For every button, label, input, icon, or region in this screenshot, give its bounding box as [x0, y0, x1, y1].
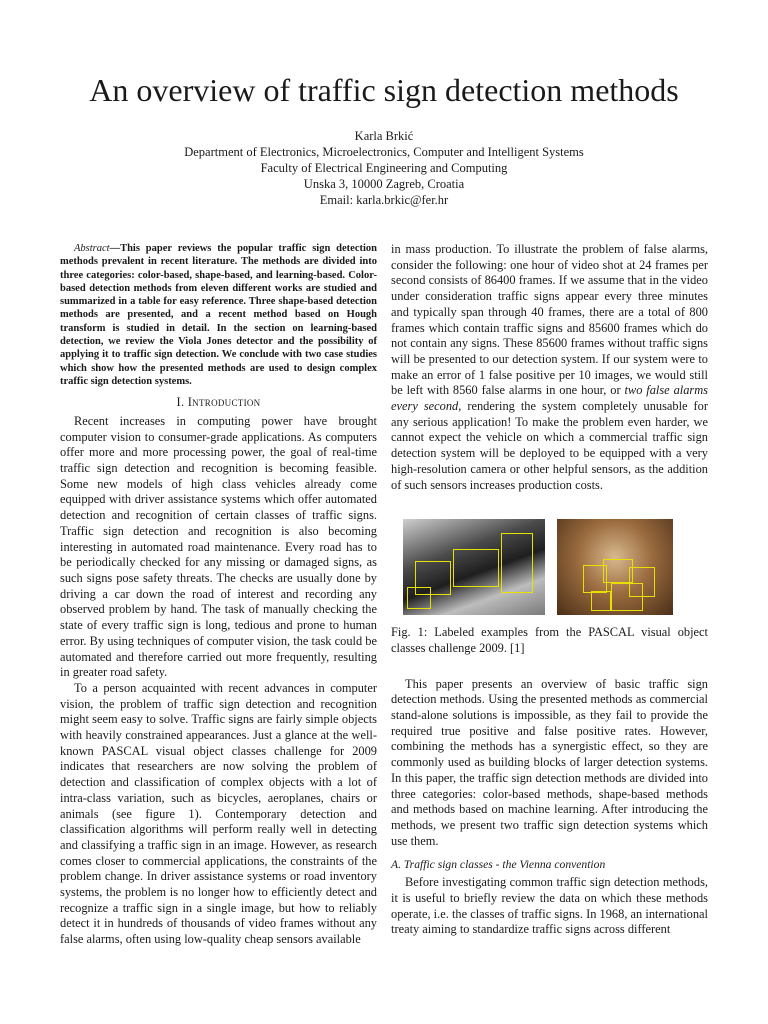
figure-image-left [403, 519, 545, 615]
paragraph: Recent increases in computing power have brought computer vision to consumer-grade applications. As computers offer more and more processing power, the goal of real-time traffic sign detection and recognition is becoming feasible. Some new models of high class vehicles already come equipped with driver assistance systems which offer automated detection and recognition of certain classes of traffic signs. Traffic sign detection and recognition is also becoming interesting in automated road maintenance. Every road has to be periodically checked for any missing or damaged signs, as such signs pose safety threats. The checks are usually done by driving a car down the road of interest and recording any observed problem by hand. The task of manually checking the state of every traffic sign is long, tedious and prone to human error. By using techniques of computer vision, the task could be automated and therefore carried out more frequently, resulting in greater road safety. [60, 413, 377, 680]
figure-1 [391, 519, 708, 615]
subsection-heading: A. Traffic sign classes - the Vienna convention [391, 858, 606, 872]
detection-box [407, 587, 431, 609]
emphasis-text: two false alarms every second [391, 383, 708, 414]
abstract-label: Abstract [74, 243, 110, 254]
right-column [391, 242, 708, 938]
section-number: I. [176, 395, 185, 410]
detection-box [591, 591, 611, 611]
detection-box [611, 583, 643, 611]
paragraph-text: in mass production. To illustrate the problem of false alarms, consider the following: one hour of video shot at 24 frames per second consists of 86400 frames. If we assume that in the video under consideration traffic signs appear every three minutes and typically span through 40 frames, there are a total of 800 frames which contain traffic signs and 85600 frames which do not contain any signs. These 85600 frames without traffic signs will be presented to our detection system. If our system were to make an error of 1 false positive per 10 images, we would still be left with 8560 false alarms in one hour, or [391, 242, 708, 398]
affiliation-line: Faculty of Electrical Engineering and Computing [260, 161, 508, 175]
figure-caption: Fig. 1: Labeled examples from the PASCAL visual object classes challenge 2009. [1] [391, 625, 708, 655]
author-name: Karla Brkić [354, 129, 414, 143]
abstract-text: —This paper reviews the popular traffic sign detection methods prevalent in recent literature. The methods are divided into three categories: color-based, shape-based, and learning-based. Color-based detection methods from eleven different works are studied and summarized in a table for easy reference. Three shape-based detection methods are presented, and a recent method based on Hough transform is studied in detail. In the section on learning-based detection, we review the Viola Jones detector and the possibility of applying it to traffic sign detection. We conclude with two case studies which show how the presented methods are used to design complex traffic sign detection systems. [60, 243, 377, 387]
paragraph: This paper presents an overview of basic traffic sign detection methods. Using the presented methods as commercial stand-alone solutions is impossible, as they fail to provide the required true positive and false positive rates. However, combining the methods has a synergistic effect, so they are commonly used as building blocks of larger detection systems. In this paper, the traffic sign detection methods are divided into three categories: color-based methods, shape-based methods and methods based on machine learning. After introducing the methods, we present two traffic sign detection systems which use them. [391, 676, 708, 848]
detection-box [453, 549, 499, 587]
paragraph: To a person acquainted with recent advances in computer vision, the problem of traffic sign detection and recognition might seem easy to solve. Traffic signs are fairly simple objects with heavily constrained appearances. Just a glance at the well-known PASCAL visual object classes challenge for 2009 indicates that researchers are now solving the problem of detection and classification of complex objects with a lot of intra-class variation, such as bicycles, aeroplanes, chairs or animals (see figure 1). Contemporary detection and classification algorithms will perform really well in detecting and classifying a traffic sign in an image. However, as research comes closer to commercial applications, the constraints of the problem change. In driver assistance systems or road inventory systems, the problem is no longer how to efficiently detect and recognize a traffic sign in a single image, but how to reliably detect it in hundreds of thousands of video frames without any false alarms, often using low-quality cheap sensors available [60, 680, 377, 947]
affiliation-line: Department of Electronics, Microelectronics, Computer and Intelligent Systems [184, 145, 584, 159]
paper-title: An overview of traffic sign detection methods [89, 72, 679, 108]
paragraph-text: , rendering the system completely unusable for any serious application! To make the problem even harder, we cannot expect the vehicle on which a commercial traffic sign detection system will be deployed to be equipped with a very high-resolution camera or other helpful sensors, as the addition of such sensors increases production costs. [391, 399, 708, 492]
abstract [60, 242, 377, 388]
paragraph: Before investigating common traffic sign detection methods, it is useful to briefly review the data on which these methods operate, i.e. the classes of traffic signs. In 1968, an international treaty aiming to standardize traffic signs across different [391, 875, 708, 937]
section-heading-introduction [60, 395, 377, 411]
left-column [60, 242, 377, 948]
author-block [0, 128, 768, 208]
detection-box [501, 533, 533, 593]
author-email: Email: karla.brkic@fer.hr [319, 193, 449, 207]
paragraph [391, 242, 708, 493]
section-title: Introduction [187, 395, 261, 410]
figure-image-right [557, 519, 673, 615]
affiliation-line: Unska 3, 10000 Zagreb, Croatia [303, 177, 465, 191]
